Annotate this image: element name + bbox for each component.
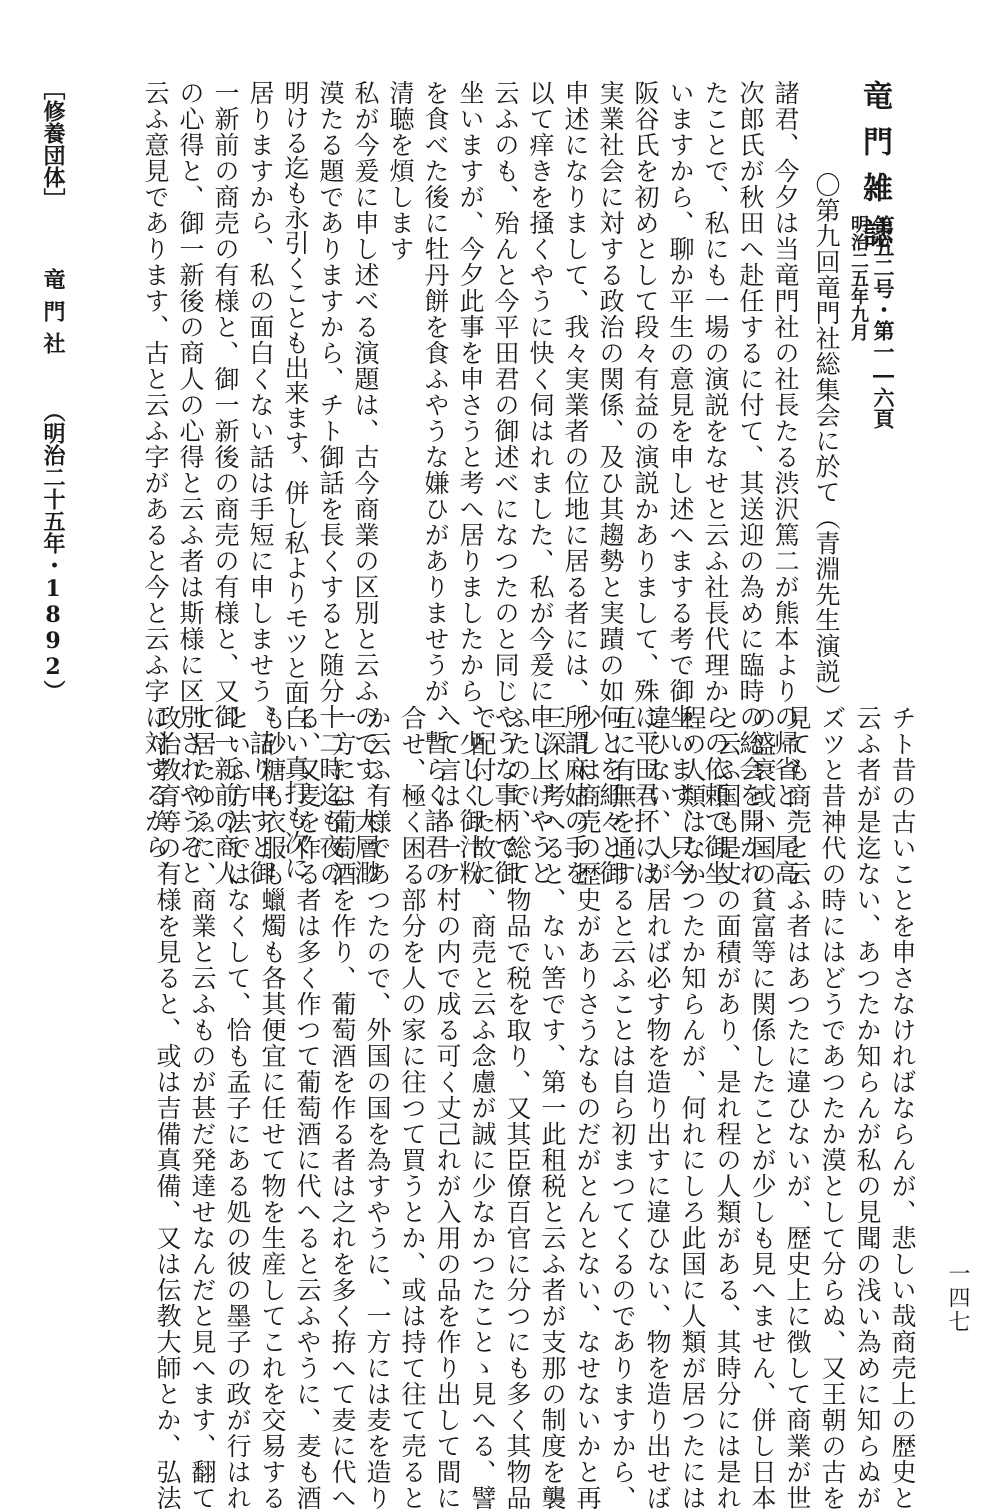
text-column: 清聴を煩します bbox=[386, 80, 415, 262]
magazine-title: 竜門雑誌 bbox=[857, 80, 892, 264]
text-column: 云ふ意見であります、古と云ふ字があると今と云ふ字に対するから、 bbox=[141, 80, 170, 886]
text-column: 次郎氏が秋田へ赴任するに付て、其送迎の為めに臨時の総会を開かれ bbox=[736, 80, 765, 886]
text-column: 申述になりまして、我々実業者の位地に居る者には、所謂麻姑の手を bbox=[561, 80, 590, 886]
text-column: たことで、私にも一場の演説をなせと云ふ社長代理からの依頼で御坐 bbox=[701, 80, 730, 886]
text-column: 政治教育等の有様を見ると、或は吉備真備、又は伝教大師とか、弘法 bbox=[153, 705, 182, 1511]
page-number: 一四七 bbox=[945, 1262, 970, 1334]
text-column: 云ふ者が是迄ない、あつたか知らんが私の見聞の浅い為めに知らぬが bbox=[853, 705, 882, 1511]
text-column: 少しは商売の歴史がありさうなものだがとんとない、なせないかと再 bbox=[573, 705, 602, 1511]
text-column: チト昔の古いことを申さなければならんが、悲しい哉商売上の歴史と bbox=[888, 705, 917, 1511]
text-column: 居りますから、私の面白くない話は手短に申しませう、詰り申すと御 bbox=[246, 80, 275, 886]
text-column: 私が今爰に申し述べる演題は、古今商業の区別と云ふのです、大層渺 bbox=[351, 80, 380, 886]
article-heading: 〇第九回竜門社総集会に於て（青淵先生演説） bbox=[812, 172, 841, 710]
footer-category: ［修養団体］ bbox=[40, 78, 66, 210]
footer-year: （明治二十五年・1892） bbox=[40, 400, 66, 702]
text-column: か云ふ有様であつたので、外国の国を為すやうに、一方には麦を造り bbox=[363, 705, 392, 1511]
text-column: 実業社会に対する政治の関係、及ひ其趨勢と実蹟の如何とを細々と御 bbox=[596, 80, 625, 886]
text-column: 漠たる題でありますから、チト御話を長くすると随分十二時迄も夜の bbox=[316, 80, 345, 886]
text-column: 見ても商売と云ふ者はあつたに違ひないが、歴史上に徴して商業が世 bbox=[783, 705, 812, 1511]
text-column: 坐いますが、今夕此事を申さうと考へ居りましたから、少しく御汁粉 bbox=[456, 80, 485, 886]
text-column: 一方には葡萄酒を作り、葡萄酒を作る者は之れを多く拵へて麦に代へ bbox=[328, 705, 357, 1511]
text-column: 云ふのも、殆んと今平田君の御述べになつたのと同じやうな事柄で御 bbox=[491, 80, 520, 886]
issue-number: 第五二号・第一―六頁 bbox=[871, 215, 896, 429]
text-column: といふ方法ではなくして、恰も孟子にある処の彼の墨子の政が行はれ bbox=[223, 705, 252, 1511]
text-column: て居たゆゑに、商業と云ふものが甚だ発達せなんだと見へます、翻て bbox=[188, 705, 217, 1511]
text-column: の盛衰或ハ国の貧富等に関係したことが少しも見へません、併し日本 bbox=[748, 705, 777, 1511]
text-column: 明ける迄も永引くことも出来ます、併し私よりモツと面白い真打も次に bbox=[281, 80, 310, 880]
text-column: と云ふ国も是丈の面積があり、是れ程の人類がある、其時分には是れ bbox=[713, 705, 742, 1511]
text-column: 以て痒きを掻くやうに快く伺はれました、私が今爰に申し上げやうと bbox=[526, 80, 555, 886]
text-column: ふたので、総て物品で税を取り、又其臣僚百官に分つにも多く其物品 bbox=[503, 705, 532, 1511]
text-column: 違ひない、人が居れば必す物を造り出すに違ひない、物を造り出せば bbox=[643, 705, 672, 1511]
text-column: る、又麦を作る者は多く作つて葡萄酒に代へると云ふやうに、麦も酒 bbox=[293, 705, 322, 1511]
text-column: で配付した故に、商売と云ふ念慮が誠に少なかつたことゝ見へる、譬 bbox=[468, 705, 497, 1511]
text-column: 諸君、今夕は当竜門社の社長たる渋沢篤二が熊本よりの帰省と、尾高 bbox=[771, 80, 800, 886]
text-column: へて言はゝ一ケ村の内で成る可く丈己れが入用の品を作り出して間に bbox=[433, 705, 462, 1511]
text-column: 阪谷氏を初めとして段々有益の演説かありまして、殊に平田君抔には bbox=[631, 80, 660, 886]
text-column: 程の人類はなかつたか知らんが、何れにしろ此国に人類が居つたには bbox=[678, 705, 707, 1511]
text-column: 互に有無を通すると云ふことは自ら初まつてくるのでありますから、 bbox=[608, 705, 637, 1511]
text-column: 一新前の商売の有様と、御一新後の商売の有様と、又御一新前の商人 bbox=[211, 80, 240, 886]
footer-publisher: 竜門社 bbox=[40, 268, 66, 364]
text-column: 三深く考へると、ない筈です、第一此租税と云ふ者が支那の制度を襲 bbox=[538, 705, 567, 1511]
text-column: ズツと昔神代の時にはどうであつたか漠として分らぬ、又王朝の古を bbox=[818, 705, 847, 1511]
text-column: を食べた後に牡丹餅を食ふやうな嫌ひがありませうが、暫らく諸君の bbox=[421, 80, 450, 886]
issue-date: 明治二五年九月 bbox=[848, 215, 869, 341]
text-column: も砂糖も衣服も蠟燭も各其便宜に任せて物を生産してこれを交易する bbox=[258, 705, 287, 1511]
text-column: いますから、聊か平生の意見を申し述へまする考で御坐います、只今 bbox=[666, 80, 695, 886]
text-column: 合せ、極く困る部分を人の家に往つて買うとか、或は持て往て売ると bbox=[398, 705, 427, 1511]
text-column: の心得と、御一新後の商人の心得と云ふ者は斯様に区別されやうぞと bbox=[176, 80, 205, 886]
